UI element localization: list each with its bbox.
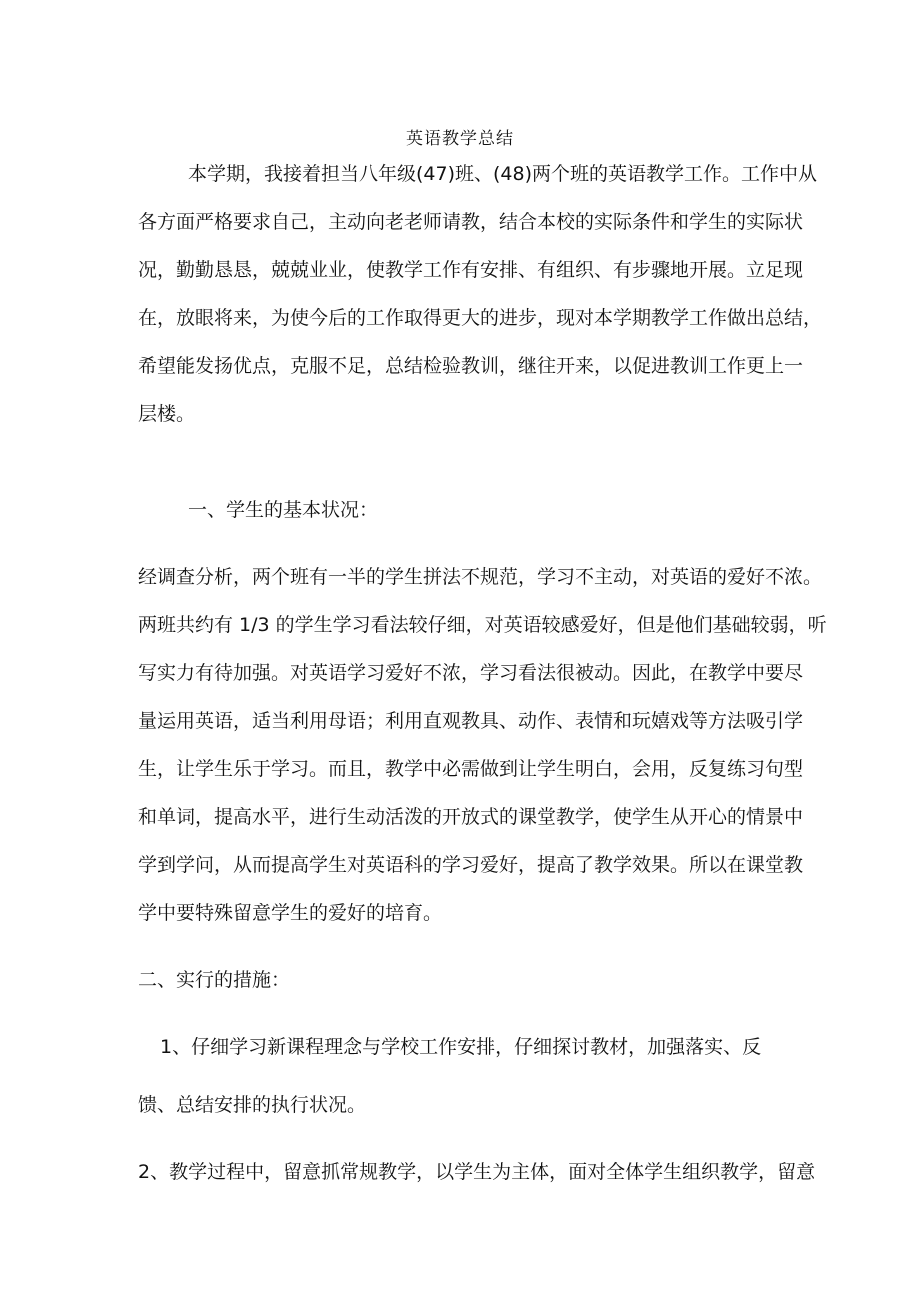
intro-line-1: 本学期，我接着担当八年级(47)班、(48)两个班的英语教学工作。工作中从 <box>188 163 818 185</box>
section1-line-5: 生，让学生乐于学习。而且，教学中必需做到让学生明白，会用，反复练习句型 <box>138 758 804 780</box>
section1-line-1: 经调查分析，两个班有一半的学生拼法不规范，学习不主动，对英语的爱好不浓。 <box>138 566 823 588</box>
section2-heading: 二、实行的措施： <box>138 969 291 991</box>
section1-line-4: 量运用英语，适当利用母语；利用直观教具、动作、表情和玩嬉戏等方法吸引学 <box>138 710 804 732</box>
intro-line-5: 希望能发扬优点，克服不足，总结检验教训，继往开来，以促进教训工作更上一 <box>138 355 804 377</box>
section1-line-7: 学到学问，从而提高学生对英语科的学习爱好，提高了教学效果。所以在课堂教 <box>138 854 804 876</box>
item1-line-1: 1、仔细学习新课程理念与学校工作安排，仔细探讨教材，加强落实、反 <box>160 1036 762 1058</box>
section1-line-6: 和单词，提高水平，进行生动活泼的开放式的课堂教学，使学生从开心的情景中 <box>138 806 804 828</box>
section1-heading: 一、学生的基本状况： <box>188 499 379 521</box>
section1-line-2: 两班共约有 1/3 的学生学习看法较仔细，对英语较感爱好，但是他们基础较弱，听 <box>138 614 827 636</box>
item1-line-2: 馈、总结安排的执行状况。 <box>138 1094 367 1116</box>
intro-line-2: 各方面严格要求自己，主动向老老师请教，结合本校的实际条件和学生的实际状 <box>138 211 804 233</box>
document-title: 英语教学总结 <box>406 129 514 149</box>
intro-line-6: 层楼。 <box>138 403 196 425</box>
intro-line-3: 况，勤勤恳恳，兢兢业业，使教学工作有安排、有组织、有步骤地开展。立足现 <box>138 259 804 281</box>
intro-line-4: 在，放眼将来，为使今后的工作取得更大的进步，现对本学期教学工作做出总结， <box>138 307 823 329</box>
section1-line-3: 写实力有待加强。对英语学习爱好不浓，学习看法很被动。因此，在教学中要尽 <box>138 662 804 684</box>
section1-line-8: 学中要特殊留意学生的爱好的培育。 <box>138 902 443 924</box>
item2-line-1: 2、教学过程中，留意抓常规教学，以学生为主体，面对全体学生组织教学，留意 <box>138 1161 816 1183</box>
